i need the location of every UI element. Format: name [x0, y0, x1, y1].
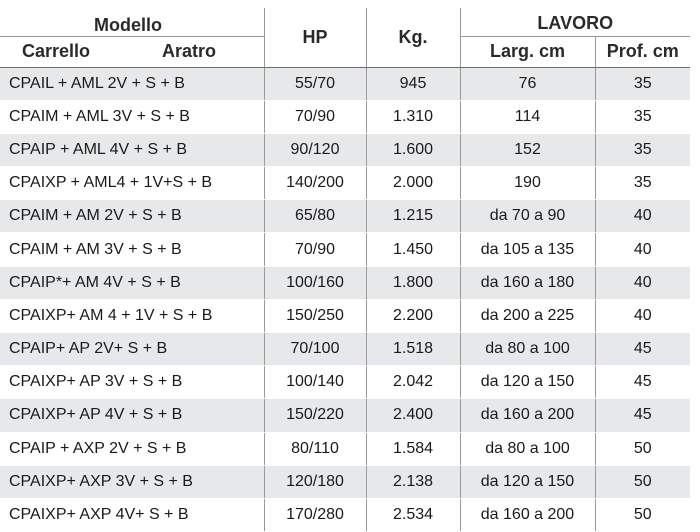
lavoro-header: LAVORO — [460, 8, 690, 36]
hp-cell: 70/90 — [264, 233, 366, 266]
model-subheader — [0, 36, 264, 67]
table-row — [0, 266, 690, 299]
model-cell: CPAIXP+ AXP 4V+ S + B — [0, 498, 264, 531]
prof-cell: 35 — [595, 167, 690, 200]
model-cell: CPAIXP+ AP 4V + S + B — [0, 399, 264, 432]
prof-cell: 45 — [595, 333, 690, 366]
model-cell: CPAIP*+ AM 4V + S + B — [0, 266, 264, 299]
larg-cell: 114 — [460, 100, 595, 133]
table-row — [0, 366, 690, 399]
prof-cell: 35 — [595, 100, 690, 133]
table-row — [0, 100, 690, 133]
prof-cell: 50 — [595, 498, 690, 531]
table-row — [0, 167, 690, 200]
model-cell: CPAIXP + AML4 + 1V+S + B — [0, 167, 264, 200]
model-cell: CPAIM + AML 3V + S + B — [0, 100, 264, 133]
larg-header: Larg. cm — [460, 36, 595, 67]
larg-cell: da 105 a 135 — [460, 233, 595, 266]
prof-header: Prof. cm — [595, 36, 690, 67]
kg-cell: 1.215 — [366, 200, 460, 233]
table-row — [0, 233, 690, 266]
hp-cell: 150/250 — [264, 299, 366, 332]
kg-cell: 2.200 — [366, 299, 460, 332]
kg-cell: 1.584 — [366, 432, 460, 465]
prof-cell: 40 — [595, 233, 690, 266]
model-cell: CPAIXP+ AP 3V + S + B — [0, 366, 264, 399]
prof-cell: 50 — [595, 432, 690, 465]
kg-cell: 1.310 — [366, 100, 460, 133]
kg-cell: 1.518 — [366, 333, 460, 366]
larg-cell: 152 — [460, 133, 595, 166]
table-row — [0, 67, 690, 100]
hp-cell: 170/280 — [264, 498, 366, 531]
table-body — [0, 67, 690, 532]
kg-cell: 2.042 — [366, 366, 460, 399]
larg-cell: da 80 a 100 — [460, 333, 595, 366]
hp-cell: 80/110 — [264, 432, 366, 465]
table-row — [0, 333, 690, 366]
aratro-header: Aratro — [162, 41, 217, 61]
larg-cell: 76 — [460, 67, 595, 100]
model-cell: CPAIL + AML 2V + S + B — [0, 67, 264, 100]
kg-cell: 2.000 — [366, 167, 460, 200]
table-row — [0, 465, 690, 498]
prof-cell: 40 — [595, 266, 690, 299]
table-row — [0, 432, 690, 465]
specifications-table — [0, 8, 690, 532]
kg-cell: 2.400 — [366, 399, 460, 432]
hp-cell: 100/140 — [264, 366, 366, 399]
larg-cell: da 80 a 100 — [460, 432, 595, 465]
prof-cell: 35 — [595, 133, 690, 166]
larg-cell: da 160 a 200 — [460, 399, 595, 432]
model-cell: CPAIM + AM 3V + S + B — [0, 233, 264, 266]
larg-cell: da 120 a 150 — [460, 465, 595, 498]
model-cell: CPAIXP+ AM 4 + 1V + S + B — [0, 299, 264, 332]
larg-cell: da 70 a 90 — [460, 200, 595, 233]
larg-cell: da 200 a 225 — [460, 299, 595, 332]
prof-cell: 45 — [595, 366, 690, 399]
kg-header: Kg. — [366, 8, 460, 67]
hp-cell: 150/220 — [264, 399, 366, 432]
prof-cell: 50 — [595, 465, 690, 498]
table-row — [0, 133, 690, 166]
model-cell: CPAIXP+ AXP 3V + S + B — [0, 465, 264, 498]
hp-cell: 100/160 — [264, 266, 366, 299]
larg-cell: da 160 a 200 — [460, 498, 595, 531]
kg-cell: 945 — [366, 67, 460, 100]
table-row — [0, 399, 690, 432]
kg-cell: 2.138 — [366, 465, 460, 498]
model-cell: CPAIP + AXP 2V + S + B — [0, 432, 264, 465]
kg-cell: 1.450 — [366, 233, 460, 266]
hp-cell: 140/200 — [264, 167, 366, 200]
table-row — [0, 200, 690, 233]
larg-cell: da 120 a 150 — [460, 366, 595, 399]
larg-cell: 190 — [460, 167, 595, 200]
prof-cell: 40 — [595, 200, 690, 233]
kg-cell: 2.534 — [366, 498, 460, 531]
hp-cell: 70/100 — [264, 333, 366, 366]
hp-cell: 120/180 — [264, 465, 366, 498]
hp-cell: 65/80 — [264, 200, 366, 233]
kg-cell: 1.800 — [366, 266, 460, 299]
prof-cell: 45 — [595, 399, 690, 432]
model-cell: CPAIP+ AP 2V+ S + B — [0, 333, 264, 366]
prof-cell: 35 — [595, 67, 690, 100]
model-cell: CPAIM + AM 2V + S + B — [0, 200, 264, 233]
larg-cell: da 160 a 180 — [460, 266, 595, 299]
model-cell: CPAIP + AML 4V + S + B — [0, 133, 264, 166]
hp-cell: 55/70 — [264, 67, 366, 100]
prof-cell: 40 — [595, 299, 690, 332]
modello-header: Modello — [94, 14, 162, 35]
hp-header: HP — [264, 8, 366, 67]
hp-cell: 90/120 — [264, 133, 366, 166]
kg-cell: 1.600 — [366, 133, 460, 166]
table-header — [0, 8, 690, 67]
table-row — [0, 299, 690, 332]
carrello-header: Carrello — [22, 41, 91, 61]
hp-cell: 70/90 — [264, 100, 366, 133]
